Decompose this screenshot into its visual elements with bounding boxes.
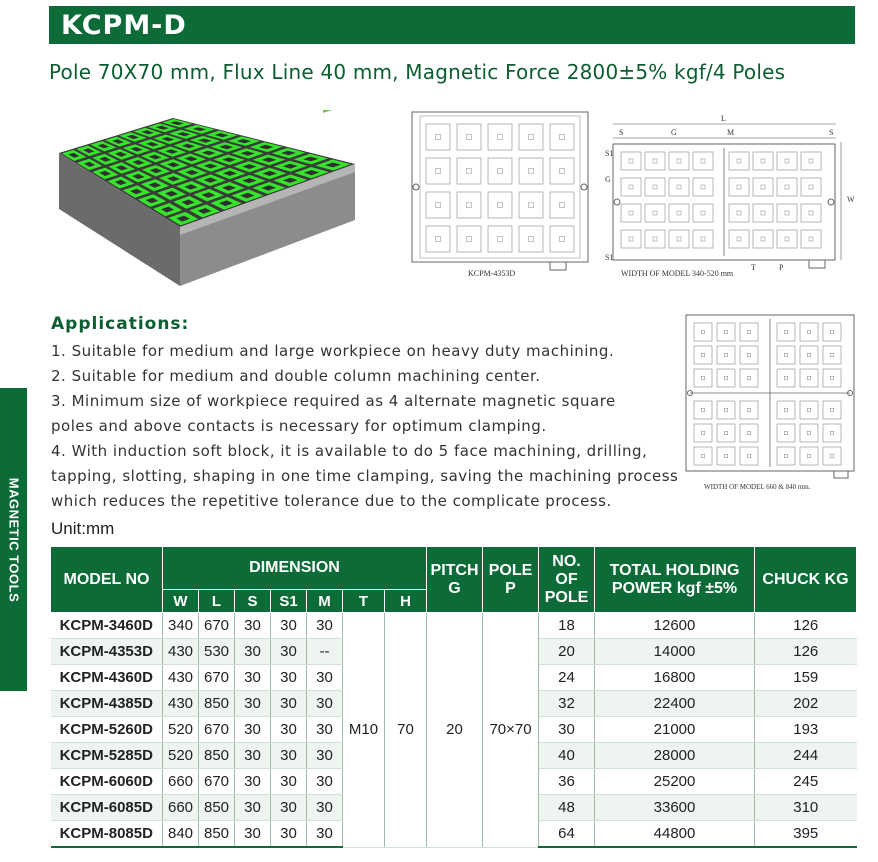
application-item: 1. Suitable for medium and large workpiece on heavy duty machining. <box>51 342 615 360</box>
spec-table <box>50 546 857 848</box>
cell-l: 670 <box>199 717 235 743</box>
header-pole: POLE P <box>483 547 539 613</box>
cell-no-of-pole: 40 <box>539 743 595 769</box>
cell-m: 30 <box>307 717 343 743</box>
header-s1: S1 <box>271 590 307 613</box>
application-item: 3. Minimum size of workpiece required as 4 alternate magnetic square poles and above contacts is necessary for optimum clamping. <box>51 392 616 435</box>
cell-holding-power: 12600 <box>595 613 755 639</box>
cell-l: 850 <box>199 821 235 848</box>
cell-l: 670 <box>199 769 235 795</box>
cell-shared-pitch: 20 <box>427 613 483 848</box>
cell-no-of-pole: 48 <box>539 795 595 821</box>
applications-list <box>51 339 691 514</box>
drawing3-caption: WIDTH OF MODEL 660 & 840 mm. <box>704 483 811 491</box>
application-item: 4. With induction soft block, it is available to do 5 face machining, drilling, tapping, slotting, shaping in one time clamping, saving the machining process which reduces the repetitive tolerance due to the complicate process. <box>51 442 679 510</box>
header-m: M <box>307 590 343 613</box>
header-chuck-kg: CHUCK KG <box>755 547 857 613</box>
cell-chuck-kg: 193 <box>755 717 857 743</box>
cell-model: KCPM-4353D <box>51 639 163 665</box>
cell-l: 530 <box>199 639 235 665</box>
cell-s: 30 <box>235 821 271 848</box>
cell-l: 850 <box>199 691 235 717</box>
cell-chuck-kg: 310 <box>755 795 857 821</box>
cell-s: 30 <box>235 665 271 691</box>
header-w: W <box>163 590 199 613</box>
cell-chuck-kg: 395 <box>755 821 857 848</box>
cell-w: 520 <box>163 717 199 743</box>
header-holding-power: TOTAL HOLDING POWER kgf ±5% <box>595 547 755 613</box>
cell-chuck-kg: 244 <box>755 743 857 769</box>
cell-l: 670 <box>199 665 235 691</box>
cell-s: 30 <box>235 717 271 743</box>
dim-label-s1-bottom: S1 <box>605 253 614 262</box>
header-dimension: DIMENSION <box>163 547 427 590</box>
cell-no-of-pole: 30 <box>539 717 595 743</box>
cell-s1: 30 <box>271 717 307 743</box>
drawing2-caption: WIDTH OF MODEL 340-520 mm <box>621 269 734 278</box>
dim-label-l: L <box>721 114 726 123</box>
cell-no-of-pole: 18 <box>539 613 595 639</box>
cell-holding-power: 22400 <box>595 691 755 717</box>
cell-l: 670 <box>199 613 235 639</box>
cell-chuck-kg: 245 <box>755 769 857 795</box>
cell-s1: 30 <box>271 613 307 639</box>
cell-holding-power: 33600 <box>595 795 755 821</box>
cell-shared-t: M10 <box>343 613 385 848</box>
cell-s: 30 <box>235 639 271 665</box>
cell-w: 660 <box>163 795 199 821</box>
header-model: MODEL NO <box>51 547 163 613</box>
cell-model: KCPM-6085D <box>51 795 163 821</box>
drawing1-caption: KCPM-4353D <box>468 269 516 278</box>
cell-holding-power: 44800 <box>595 821 755 848</box>
cell-holding-power: 21000 <box>595 717 755 743</box>
header-pitch: PITCH G <box>427 547 483 613</box>
cell-shared-pole: 70×70 <box>483 613 539 848</box>
cell-w: 840 <box>163 821 199 848</box>
cell-s: 30 <box>235 743 271 769</box>
table-row <box>51 613 857 639</box>
application-item: 2. Suitable for medium and double column machining center. <box>51 367 541 385</box>
cell-s1: 30 <box>271 795 307 821</box>
cell-model: KCPM-4385D <box>51 691 163 717</box>
drawing-dimensioned <box>603 110 856 282</box>
dim-label-s: S <box>619 128 624 137</box>
title-bar <box>49 6 855 44</box>
cell-m: 30 <box>307 795 343 821</box>
cell-m: -- <box>307 639 343 665</box>
cell-chuck-kg: 126 <box>755 639 857 665</box>
dim-label-t: T <box>751 263 756 272</box>
cell-holding-power: 28000 <box>595 743 755 769</box>
dim-label-p: P <box>779 263 784 272</box>
cell-l: 850 <box>199 795 235 821</box>
cell-model: KCPM-5285D <box>51 743 163 769</box>
drawing-kcpm-4353d <box>410 110 590 282</box>
cell-model: KCPM-3460D <box>51 613 163 639</box>
cell-s: 30 <box>235 769 271 795</box>
cell-model: KCPM-6060D <box>51 769 163 795</box>
cell-s: 30 <box>235 691 271 717</box>
cell-no-of-pole: 36 <box>539 769 595 795</box>
cell-holding-power: 25200 <box>595 769 755 795</box>
drawing-four-block <box>684 313 856 495</box>
header-s: S <box>235 590 271 613</box>
cell-m: 30 <box>307 821 343 848</box>
header-l: L <box>199 590 235 613</box>
cell-no-of-pole: 32 <box>539 691 595 717</box>
cell-w: 430 <box>163 639 199 665</box>
cell-model: KCPM-5260D <box>51 717 163 743</box>
cell-holding-power: 14000 <box>595 639 755 665</box>
cell-m: 30 <box>307 691 343 717</box>
cell-s: 30 <box>235 613 271 639</box>
cell-m: 30 <box>307 769 343 795</box>
product-photo <box>55 110 355 290</box>
page-title: KCPM-D <box>61 10 187 41</box>
dim-label-s1: S1 <box>605 149 614 158</box>
cell-s1: 30 <box>271 665 307 691</box>
side-tab <box>0 388 27 691</box>
header-t: T <box>343 590 385 613</box>
dim-label-w: W <box>847 195 855 204</box>
cell-no-of-pole: 24 <box>539 665 595 691</box>
cell-l: 850 <box>199 743 235 769</box>
cell-holding-power: 16800 <box>595 665 755 691</box>
cell-s1: 30 <box>271 691 307 717</box>
dim-label-g-left: G <box>605 175 611 184</box>
cell-no-of-pole: 64 <box>539 821 595 848</box>
cell-m: 30 <box>307 665 343 691</box>
header-h: H <box>385 590 427 613</box>
cell-chuck-kg: 159 <box>755 665 857 691</box>
cell-shared-h: 70 <box>385 613 427 848</box>
unit-label: Unit:mm <box>51 519 115 538</box>
cell-w: 430 <box>163 665 199 691</box>
cell-m: 30 <box>307 613 343 639</box>
cell-s1: 30 <box>271 743 307 769</box>
applications-heading: Applications: <box>51 314 190 334</box>
cell-model: KCPM-8085D <box>51 821 163 848</box>
cell-w: 340 <box>163 613 199 639</box>
dim-label-m: M <box>727 128 735 137</box>
cell-w: 660 <box>163 769 199 795</box>
cell-m: 30 <box>307 743 343 769</box>
cell-s1: 30 <box>271 639 307 665</box>
cell-s: 30 <box>235 795 271 821</box>
page-subtitle: Pole 70X70 mm, Flux Line 40 mm, Magnetic Force 2800±5% kgf/4 Poles <box>49 60 786 84</box>
side-tab-label: MAGNETIC TOOLS <box>6 477 21 602</box>
cell-model: KCPM-4360D <box>51 665 163 691</box>
cell-w: 430 <box>163 691 199 717</box>
cell-s1: 30 <box>271 821 307 848</box>
cell-s1: 30 <box>271 769 307 795</box>
cell-no-of-pole: 20 <box>539 639 595 665</box>
dim-label-g: G <box>671 128 677 137</box>
cell-chuck-kg: 202 <box>755 691 857 717</box>
header-no-of-pole: NO. OF POLE <box>539 547 595 613</box>
cell-w: 520 <box>163 743 199 769</box>
dim-label-s-right: S <box>829 128 834 137</box>
cell-chuck-kg: 126 <box>755 613 857 639</box>
